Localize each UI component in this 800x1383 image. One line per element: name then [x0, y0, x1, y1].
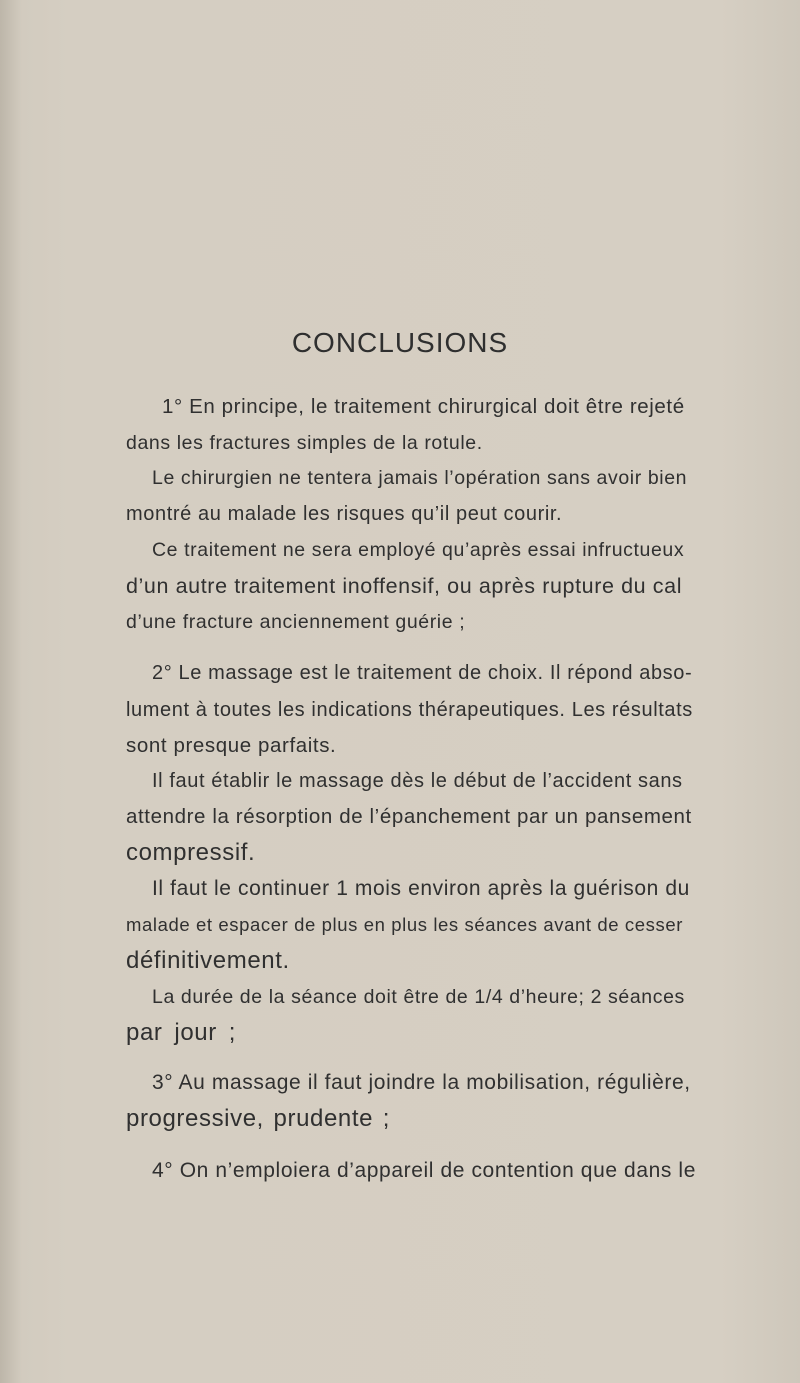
- text-line: d’un autre traitement inoffensif, ou après rupture du cal: [126, 574, 683, 598]
- text-line: 4° On n’emploiera d’appareil de contention que dans le: [152, 1159, 696, 1182]
- text-line: compressif.: [126, 839, 256, 866]
- text-line: dans les fractures simples de la rotule.: [126, 432, 483, 454]
- text-line: 1° En principe, le traitement chirurgical doit être rejeté: [162, 395, 685, 418]
- text-line: Le chirurgien ne tentera jamais l’opération sans avoir bien: [152, 467, 688, 489]
- text-line: attendre la résorption de l’épanchement par un pansement: [126, 805, 692, 828]
- text-line: montré au malade les risques qu’il peut courir.: [126, 503, 563, 525]
- text-line: Ce traitement ne sera employé qu’après essai infructueux: [152, 539, 685, 561]
- text-line: progressive, prudente ;: [126, 1105, 390, 1132]
- text-line: définitivement.: [126, 947, 290, 974]
- text-line: sont presque parfaits.: [126, 734, 337, 757]
- text-line: 3° Au massage il faut joindre la mobilisation, régulière,: [152, 1071, 691, 1094]
- text-line: lument à toutes les indications thérapeutiques. Les résultats: [126, 699, 693, 721]
- page-title: CONCLUSIONS: [291, 327, 509, 358]
- text-line: Il faut établir le massage dès le début de l’accident sans: [152, 770, 683, 792]
- text-line: d’une fracture anciennement guérie ;: [126, 611, 466, 633]
- text-line: par jour ;: [126, 1019, 236, 1046]
- text-line: Il faut le continuer 1 mois environ après la guérison du: [152, 877, 690, 900]
- text-line: 2° Le massage est le traitement de choix. Il répond abso-: [152, 662, 693, 684]
- text-line: malade et espacer de plus en plus les séances avant de cesser: [126, 914, 683, 935]
- text-line: La durée de la séance doit être de 1/4 d’heure; 2 séances: [152, 986, 685, 1008]
